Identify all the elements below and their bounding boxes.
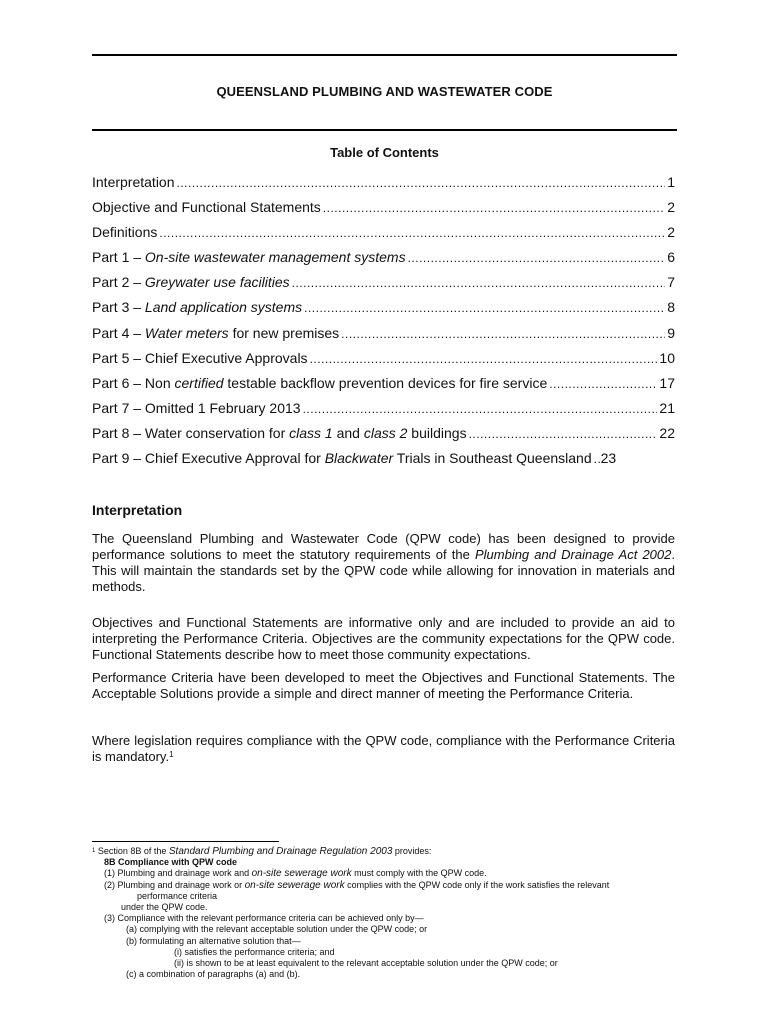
toc-entry-part-6[interactable] bbox=[92, 375, 675, 400]
footnote-subitem: (ii) is shown to be at least equivalent to the relevant acceptable solution under the QPW code; or bbox=[174, 958, 558, 969]
toc-entry-part-5[interactable] bbox=[92, 350, 675, 375]
toc-entry-part-9[interactable] bbox=[92, 450, 675, 475]
toc-leader-dots bbox=[341, 327, 665, 341]
toc-entry-part-7[interactable] bbox=[92, 400, 675, 425]
interpretation-paragraph-4: Where legislation requires compliance with the QPW code, compliance with the Performance Criteria is mandatory.$^1$ bbox=[92, 733, 675, 764]
toc-page-number: 9 bbox=[667, 324, 675, 341]
toc-leader-dots bbox=[310, 352, 658, 366]
footnote-subclause: (b) formulating an alternative solution that— bbox=[126, 935, 301, 946]
footnote-section-heading: 8B Compliance with QPW code bbox=[104, 857, 238, 868]
toc-leader-dots bbox=[549, 377, 657, 391]
toc-leader-dots bbox=[304, 301, 665, 315]
toc-entry-label: Objective and Functional Statements bbox=[92, 199, 321, 216]
interpretation-paragraph-1: The Queensland Plumbing and Wastewater Code (QPW code) has been designed to provide performance solutions to meet the statutory requirements of the Plumbing and Drainage Act 2002. This will maintain the standards set by the QPW code while allowing for innovation in materials and methods. bbox=[92, 531, 675, 594]
toc-entry-label: Part 7 – Omitted 1 February 2013 bbox=[92, 399, 301, 416]
toc-page-number: 17 bbox=[659, 374, 675, 391]
interpretation-paragraph-3: Performance Criteria have been developed to meet the Objectives and Functional Statements. The Acceptable Solutions provide a simple and direct manner of meeting the Performance Criteria. bbox=[92, 670, 675, 701]
toc-entry-label: Part 5 – Chief Executive Approvals bbox=[92, 349, 308, 366]
toc-leader-dots bbox=[303, 402, 658, 416]
toc-entry-definitions[interactable] bbox=[92, 224, 675, 249]
toc-page-number: 6 bbox=[667, 249, 675, 266]
toc-leader-dots bbox=[469, 427, 658, 441]
footnote-clause: (1) Plumbing and drainage work and on-site sewerage work must comply with the QPW code. bbox=[104, 868, 487, 880]
toc-entry-interpretation[interactable] bbox=[92, 174, 675, 199]
toc-entry-objective[interactable] bbox=[92, 199, 675, 224]
toc-leader-dots bbox=[594, 452, 600, 466]
toc-leader-dots bbox=[323, 201, 665, 215]
footnote-clause: (2) Plumbing and drainage work or on-site sewerage work complies with the QPW code only if the work satisfies the relevant bbox=[104, 879, 610, 891]
footnote-clause: (3) Compliance with the relevant performance criteria can be achieved only by— bbox=[104, 913, 424, 924]
footnote-intro: $^1$ Section 8B of the Standard Plumbing and Drainage Regulation 2003 provides: bbox=[92, 846, 432, 857]
toc-entry-label: Part 1 – On-site wastewater management systems bbox=[92, 249, 406, 266]
footnote-subitem: (i) satisfies the performance criteria; and bbox=[174, 946, 335, 957]
footnote-subclause: (a) complying with the relevant acceptable solution under the QPW code; or bbox=[126, 924, 428, 935]
toc-page-number: 22 bbox=[659, 424, 675, 441]
toc-entry-part-1[interactable] bbox=[92, 249, 675, 274]
document-title: QUEENSLAND PLUMBING AND WASTEWATER CODE bbox=[216, 84, 553, 99]
toc-entry-part-4[interactable] bbox=[92, 325, 675, 350]
toc-page-number: 8 bbox=[667, 299, 675, 316]
toc-page-number: 23 bbox=[600, 450, 617, 467]
footnote-rule bbox=[92, 841, 279, 842]
title-rule bbox=[92, 129, 677, 131]
footnote bbox=[92, 846, 692, 980]
toc-entry-label: Part 9 – Chief Executive Approval for Blackwater Trials in Southeast Queensland bbox=[92, 450, 592, 467]
toc-entry-part-2[interactable] bbox=[92, 274, 675, 299]
footnote-clause-continued: under the QPW code. bbox=[121, 902, 208, 913]
toc-entry-label: Interpretation bbox=[92, 174, 175, 190]
toc-entry-label: Part 6 – Non certified testable backflow prevention devices for fire service bbox=[92, 374, 548, 391]
toc-leader-dots bbox=[292, 276, 666, 290]
interpretation-paragraph-2: Objectives and Functional Statements are informative only and are included to provide an aid to interpreting the Performance Criteria. Objectives are the community expectations for the QPW code. Functional Statements describe how to meet those community expectations. bbox=[92, 615, 675, 662]
toc-entry-label: Part 3 – Land application systems bbox=[92, 299, 303, 316]
top-rule bbox=[92, 54, 677, 56]
toc-page-number: 10 bbox=[659, 349, 675, 366]
toc-page-number: 2 bbox=[667, 199, 675, 216]
toc-leader-dots bbox=[177, 176, 666, 190]
toc-leader-dots bbox=[408, 251, 666, 265]
toc-entry-part-8[interactable] bbox=[92, 425, 675, 450]
table-of-contents bbox=[92, 174, 675, 475]
toc-page-number: 2 bbox=[667, 224, 675, 241]
toc-entry-label: Definitions bbox=[92, 224, 158, 241]
toc-page-number: 7 bbox=[667, 274, 675, 291]
footnote-clause-continued: performance criteria bbox=[137, 890, 218, 901]
toc-entry-part-3[interactable] bbox=[92, 299, 675, 324]
interpretation-heading: Interpretation bbox=[92, 502, 183, 518]
toc-leader-dots bbox=[159, 226, 665, 240]
toc-entry-label: Part 4 – Water meters for new premises bbox=[92, 324, 340, 341]
toc-page-number: 21 bbox=[659, 399, 675, 416]
footnote-reference[interactable]: 1 bbox=[169, 750, 174, 759]
toc-entry-label: Part 8 – Water conservation for class 1 and class 2 buildings bbox=[92, 424, 467, 441]
toc-entry-label: Part 2 – Greywater use facilities bbox=[92, 274, 290, 291]
toc-page-number: 1 bbox=[667, 174, 675, 190]
toc-heading: Table of Contents bbox=[330, 145, 439, 160]
footnote-subclause: (c) a combination of paragraphs (a) and (b). bbox=[126, 969, 301, 980]
